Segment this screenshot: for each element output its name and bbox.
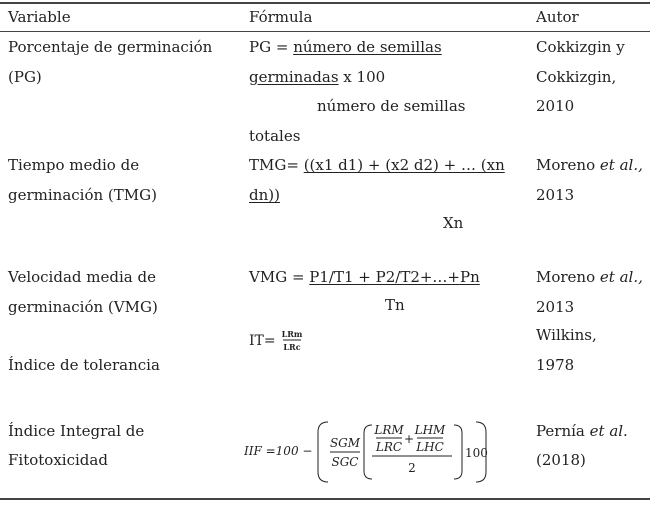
table-header-rule <box>0 31 650 32</box>
iif-author-line-1 <box>536 422 628 440</box>
tmg-author-name: Moreno <box>536 156 600 174</box>
pg-variable-line-2: (PG) <box>8 68 42 86</box>
iif-inner-left-paren <box>364 425 372 479</box>
it-formula-lead: IT= <box>249 333 276 349</box>
tmg-author-line-1 <box>536 156 643 174</box>
table-bottom-rule <box>0 498 650 500</box>
vmg-variable-line-1: Velocidad media de <box>8 268 156 286</box>
pg-formula-multiplier: x 100 <box>338 68 386 86</box>
header-formula: Fórmula <box>249 8 313 26</box>
it-formula-numerator: LRm <box>281 329 303 339</box>
tmg-formula-line-1 <box>249 156 505 174</box>
iif-formula <box>244 412 494 492</box>
pg-formula-numerator-2: germinadas <box>249 68 339 86</box>
pg-formula-numerator-1: número de semillas <box>293 38 442 56</box>
vmg-author-year: 2013 <box>536 298 575 316</box>
tmg-formula-numerator-2: dn)) <box>249 186 280 204</box>
tmg-variable-line-1: Tiempo medio de <box>8 156 140 174</box>
pg-formula-line-1 <box>249 38 442 56</box>
iif-author-year: (2018) <box>536 451 586 469</box>
tmg-formula-lead: TMG= <box>249 156 304 174</box>
pg-variable-line-1: Porcentaje de germinación <box>8 38 213 56</box>
iif-lrm: LRM <box>374 423 404 437</box>
tmg-formula-numerator-1: ((x1 d1) + (x2 d2) + … (xn <box>303 156 505 174</box>
iif-two: 2 <box>408 461 416 475</box>
it-variable: Índice de tolerancia <box>8 356 160 374</box>
header-author: Autor <box>536 8 579 26</box>
iif-lhm: LHM <box>414 423 446 437</box>
iif-variable-line-2: Fitotoxicidad <box>8 451 108 469</box>
tmg-variable-line-2: germinación (TMG) <box>8 186 157 204</box>
tmg-author-year: 2013 <box>536 186 575 204</box>
tmg-author-etal: et al., <box>599 156 643 174</box>
iif-formula-lead: IIF =100 − <box>244 444 313 458</box>
table-top-rule <box>0 2 650 4</box>
vmg-formula-line-1 <box>249 268 480 286</box>
vmg-formula-lead: VMG = <box>249 268 310 286</box>
vmg-variable-line-2: germinación (VMG) <box>8 298 158 316</box>
iif-author-etal: et al. <box>589 422 628 440</box>
iif-sgm: SGM <box>329 436 361 450</box>
vmg-author-etal: et al., <box>599 268 643 286</box>
iif-author-name: Pernía <box>536 422 590 440</box>
pg-author-line-2: Cokkizgin, <box>536 68 617 86</box>
iif-plus: + <box>403 432 415 446</box>
pg-formula-lead: PG = <box>249 38 294 56</box>
it-author-line-1: Wilkins, <box>536 326 597 344</box>
it-formula-denominator: LRc <box>283 342 301 352</box>
tmg-formula-denominator: Xn <box>443 214 464 232</box>
iif-sgc: SGC <box>331 455 359 469</box>
iif-variable-line-1: Índice Integral de <box>8 422 145 440</box>
tmg-formula-line-2 <box>249 186 280 204</box>
header-variable: Variable <box>8 8 71 26</box>
iif-outer-left-paren <box>318 422 328 482</box>
vmg-author-name: Moreno <box>536 268 600 286</box>
it-formula <box>249 326 319 356</box>
pg-author-line-1: Cokkizgin y <box>536 38 625 56</box>
vmg-formula-numerator: P1/T1 + P2/T2+…+Pn <box>309 268 480 286</box>
vmg-author-line-1 <box>536 268 643 286</box>
iif-lrc: LRC <box>375 440 403 454</box>
iif-hundred: 100 <box>465 446 488 460</box>
iif-inner-right-paren <box>454 425 462 479</box>
pg-formula-line-2 <box>249 68 385 86</box>
it-author-line-2: 1978 <box>536 356 575 374</box>
vmg-formula-denominator: Tn <box>385 296 405 314</box>
pg-formula-denominator-1: número de semillas <box>317 97 466 115</box>
pg-formula-denominator-2: totales <box>249 127 301 145</box>
iif-lhc: LHC <box>416 440 444 454</box>
pg-author-line-3: 2010 <box>536 97 575 115</box>
